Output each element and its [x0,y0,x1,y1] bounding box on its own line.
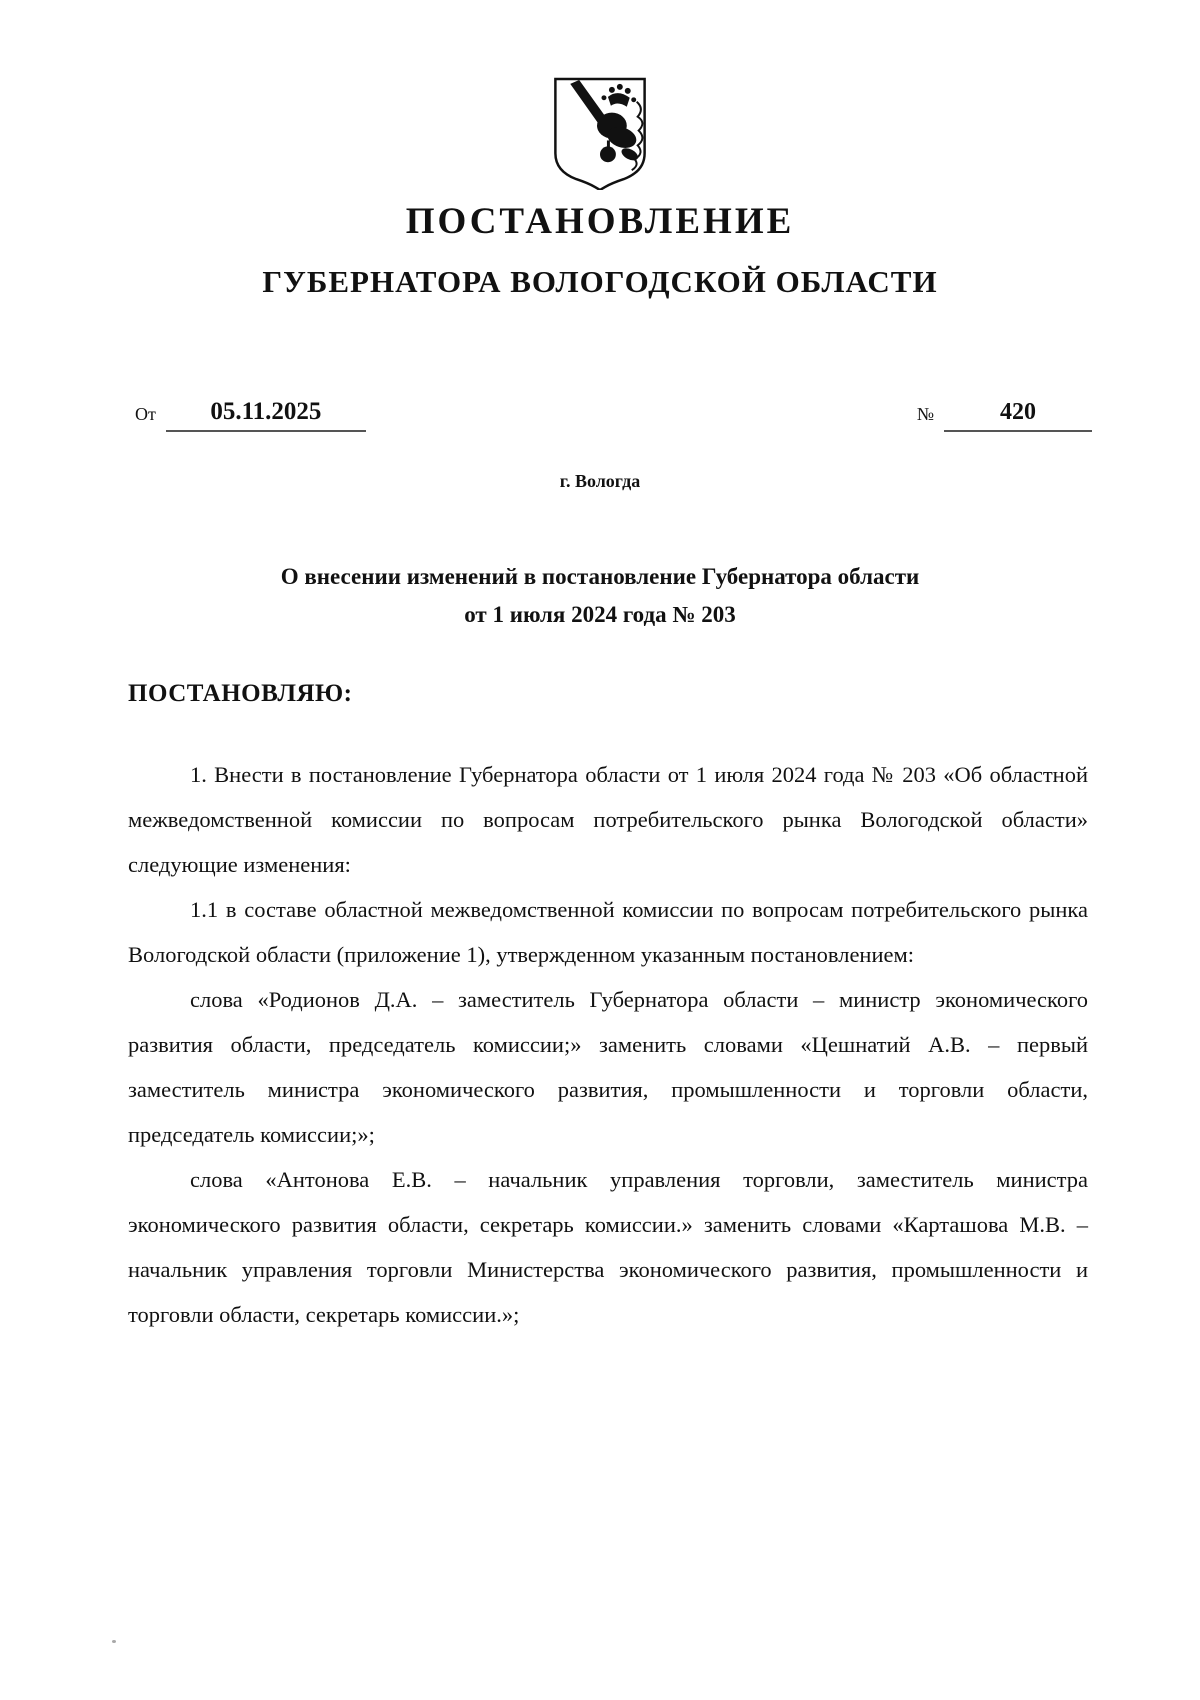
number-value: 420 [944,399,1092,432]
subject-line-1: О внесении изменений в постановление Губернатора области [280,564,920,589]
date-label: От [135,404,156,424]
body-paragraph: 1.1 в составе областной межведомственной комиссии по вопросам потребительского рынка Вологодской области (приложение 1), утвержденном указанным постановлением: [128,897,1088,967]
meta-row [135,398,1092,432]
subject-line-2: от 1 июля 2024 года № 203 [464,602,736,627]
issuing-authority-title: ГУБЕРНАТОРА ВОЛОГОДСКОЙ ОБЛАСТИ [262,264,938,299]
number-label: № [916,404,934,424]
date-group [135,398,366,432]
body-paragraph: слова «Антонова Е.В. – начальник управления торговли, заместитель министра экономического развития области, секретарь комиссии.» заменить словами «Карташова М.В. – начальник управления торговли Министерства экономического развития, промышленности и торговли области, секретарь комиссии.»; [128,1167,1088,1327]
body-paragraph: 1. Внести в постановление Губернатора области от 1 июля 2024 года № 203 «Об областной межведомственной комиссии по вопросам потребительского рынка Вологодской области» следующие изменения: [128,762,1088,877]
number-group [917,399,1092,432]
body-paragraph: слова «Родионов Д.А. – заместитель Губернатора области – министр экономического развития области, председатель комиссии;» заменить словами «Цешнатий А.В. – первый заместитель министра экономического развития, промышленности и торговли области, председатель комиссии;»; [128,987,1088,1147]
place-line: г. Вологда [559,471,641,491]
scan-artifact-dot [112,1640,116,1643]
document-body [128,752,1088,1337]
vologda-coat-of-arms-icon [550,76,650,190]
subject-heading [120,558,1080,634]
date-value: 05.11.2025 [166,398,366,432]
resolution-keyword: ПОСТАНОВЛЯЮ: [128,680,353,707]
document-type-title: ПОСТАНОВЛЕНИЕ [405,201,795,242]
